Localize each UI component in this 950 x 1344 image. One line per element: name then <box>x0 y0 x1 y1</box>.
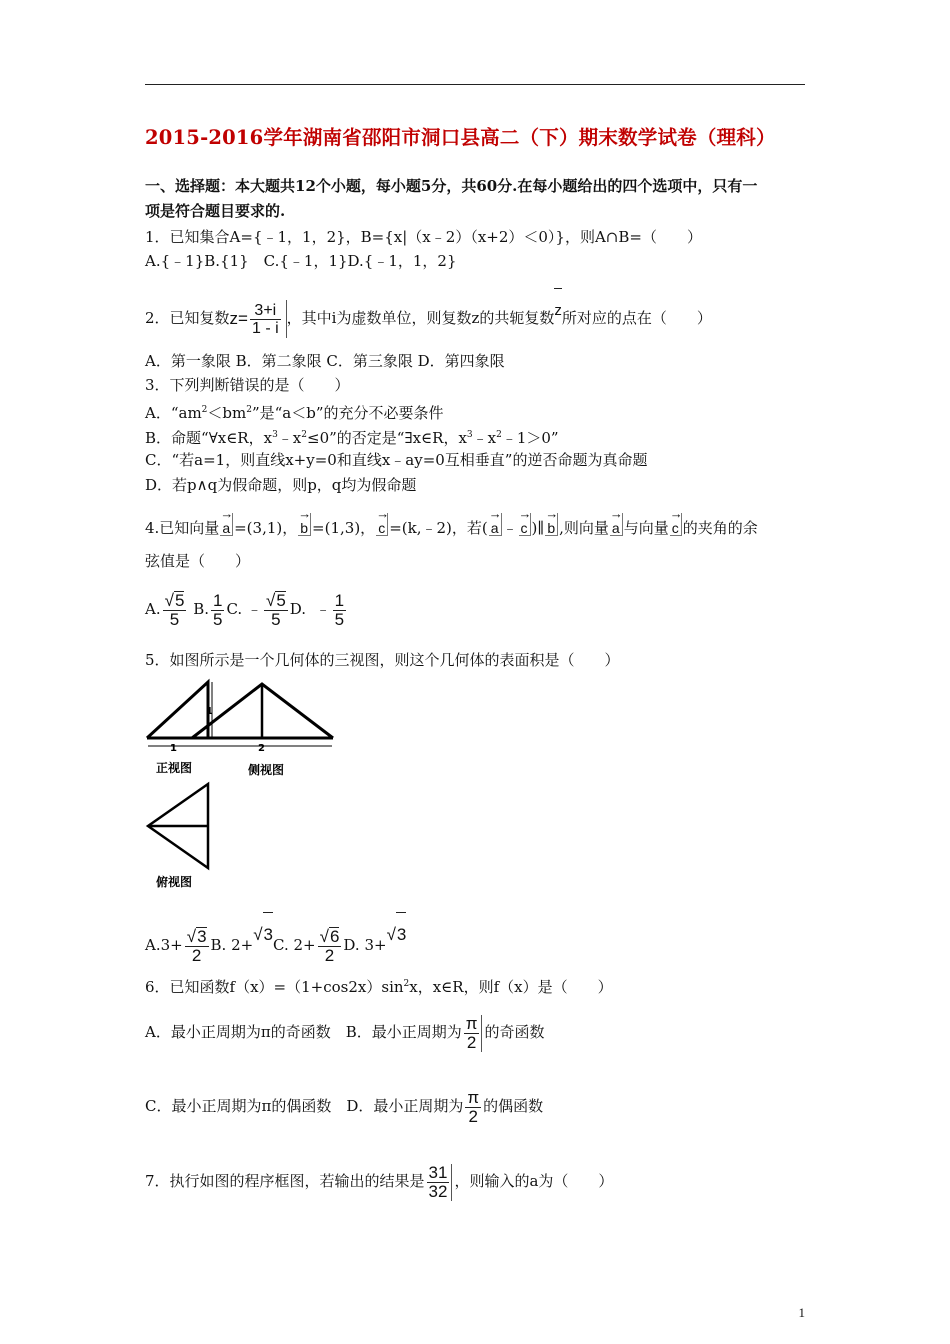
q4-opt-d-den: 5 <box>334 609 345 629</box>
q4-opt-d-num: 1 <box>334 590 345 610</box>
q3-b-part4: ﹣x <box>472 429 497 447</box>
q6-options-ab <box>145 1010 544 1054</box>
q3-a-sup1: 2 <box>201 405 208 415</box>
q6-options-cd <box>145 1084 543 1128</box>
q3-option-c: C．“若a=1，则直线x+y=0和直线x﹣ay=0互相垂直”的逆否命题为真命题 <box>145 451 648 469</box>
q5-opt-a-den: 2 <box>191 946 202 965</box>
q6-pi: π <box>467 1087 480 1107</box>
q2-stem <box>145 292 712 338</box>
q7-fraction <box>427 1164 453 1201</box>
q4-opt-c-frac: $\frac{√5}{5}$ <box>265 591 286 629</box>
q6-two: 2 <box>468 1106 478 1126</box>
q6-two: 2 <box>466 1032 477 1052</box>
q4-opt-d-label: D. <box>289 600 307 618</box>
q3-a-part3: ”是“a＜b”的充分不必要条件 <box>251 404 444 422</box>
q4-p2: =(3,1)， <box>234 519 298 537</box>
q2-options: A．第一象限 B．第二象限 C．第三象限 D．第四象限 <box>145 352 505 370</box>
q4-opt-a-rad: 5 <box>174 591 185 610</box>
q2-frac-den: 1 - i <box>251 320 279 338</box>
vector-a: → a <box>489 513 502 536</box>
q7-stem-part1: 7．执行如图的程序框图，若输出的结果是 <box>145 1172 425 1190</box>
q4-p1: 4.已知向量 <box>145 519 220 537</box>
q7-frac-num: 31 <box>428 1162 448 1182</box>
q6-pi: π <box>465 1013 478 1033</box>
header-rule <box>145 84 805 85</box>
q3-b-part5: ﹣1＞0” <box>501 429 559 447</box>
q6-opt-b-suffix: 的奇函数 <box>484 1023 545 1041</box>
side-view-label: 侧视图 <box>248 763 285 777</box>
page-title: 2015-2016学年湖南省邵阳市洞口县高二（下）期末数学试卷（理科） <box>145 126 776 149</box>
q5-options <box>145 912 406 967</box>
q4-opt-b-num: 1 <box>213 590 223 610</box>
q4-opt-d-frac <box>333 592 346 629</box>
q5-opt-c-den: 2 <box>324 946 335 965</box>
q5-opt-a-pre: A.3+ <box>145 936 183 954</box>
q4-opt-b-frac <box>211 592 224 629</box>
q3-b-sup1: 3 <box>272 430 278 440</box>
q2-frac-num: 3+i <box>250 302 281 320</box>
q1-options: A.{﹣1}B.{1} C.{﹣1，1}D.{﹣1，1，2} <box>145 252 457 270</box>
q3-option-a <box>145 400 444 423</box>
q4-p8: 的夹角的余 <box>682 519 758 537</box>
q5-opt-c-frac: $\frac{√6}{2}$ <box>319 927 340 965</box>
q3-option-d: D．若p∧q为假命题，则p，q均为假命题 <box>145 476 417 494</box>
q2-prefix: 2．已知复数 <box>145 309 230 327</box>
q4-opt-b-label: B. <box>193 600 209 618</box>
top-view-label: 俯视图 <box>156 875 193 889</box>
dim-height-label: 1 <box>206 706 213 717</box>
q1-stem: 1．已知集合A={﹣1，1，2}，B={x|（x﹣2）（x+2）＜0）}，则A∩B=（ ） <box>145 228 702 246</box>
q4-opt-c-den: 5 <box>271 610 281 629</box>
q5-opt-b-rad: 3 <box>263 912 273 957</box>
q2-fraction <box>250 302 281 337</box>
q5-opt-d-rad: 3 <box>396 912 406 957</box>
q6-opt-cd-text: C．最小正周期为π的偶函数 D．最小正周期为 <box>145 1097 464 1115</box>
vector-c: → c <box>670 513 682 536</box>
q4-opt-a-label: A. <box>145 600 161 618</box>
q3-b-sup2: 2 <box>301 430 307 440</box>
q5-opt-a-rad: 3 <box>197 927 207 946</box>
dim-front-width-label: 1 <box>170 743 177 754</box>
q6-opt-ab-text: A．最小正周期为π的奇函数 B．最小正周期为 <box>145 1023 462 1041</box>
section-heading-line1: 一、选择题：本大题共12个小题，每小题5分，共60分.在每小题给出的四个选项中，只有一 <box>145 177 758 195</box>
q4-minus: ﹣ <box>502 519 518 537</box>
section-heading-line2: 项是符合题目要求的. <box>145 202 286 220</box>
q3-b-part2: ﹣x <box>277 429 302 447</box>
q5-opt-b-sqrt: √3 <box>253 925 273 944</box>
q5-opt-d-pre: D. 3+ <box>343 936 387 954</box>
q6-opt-d-suffix: 的偶函数 <box>483 1097 544 1115</box>
q5-opt-d-sqrt: √3 <box>387 925 407 944</box>
q4-stem <box>145 513 758 540</box>
q3-b-sup3: 3 <box>466 430 473 440</box>
q4-opt-b-den: 5 <box>213 609 223 629</box>
side-view <box>192 684 333 777</box>
q2-equation <box>230 300 287 338</box>
q3-a-part1: A．“am <box>145 404 202 422</box>
vector-c: → c <box>376 513 388 536</box>
q6-stem-part1: 6．已知函数f（x）=（1+cos2x）sin <box>145 978 404 996</box>
vector-b: → b <box>545 513 558 536</box>
page-number: 1 <box>798 1305 805 1320</box>
q6-pi-over-2-frac <box>465 1089 481 1126</box>
q6-pi-over-2-frac <box>464 1015 483 1052</box>
q4-p6: ,则向量 <box>559 519 609 537</box>
q4-opt-a-frac: $\frac{√5}{5}$ <box>164 591 185 629</box>
q4-p3: =(1,3)， <box>312 519 376 537</box>
q7-frac-den: 32 <box>428 1181 448 1201</box>
q3-b-part1: B．命题“∀x∈R，x <box>145 429 273 447</box>
dim-side-width-label: 2 <box>258 743 265 754</box>
vector-a: → a <box>610 513 623 536</box>
q3-stem: 3．下列判断错误的是（ ） <box>145 376 350 394</box>
q5-opt-b-pre: B. 2+ <box>210 936 254 954</box>
q2-suffix: 所对应的点在（ ） <box>561 309 712 327</box>
q4-p5: )∥ <box>531 519 545 537</box>
q6-stem-part2: x，x∈R，则f（x）是（ ） <box>409 978 613 996</box>
q5-stem: 5．如图所示是一个几何体的三视图，则这个几何体的表面积是（ ） <box>145 651 620 669</box>
q5-opt-a-frac: $\frac{√3}{2}$ <box>186 927 207 965</box>
q5-opt-c-pre: C. 2+ <box>273 936 316 954</box>
q4-p7: 与向量 <box>623 519 669 537</box>
q4-options <box>145 588 348 630</box>
top-view <box>148 784 208 889</box>
vector-a: → a <box>220 513 233 536</box>
q3-a-sup2: 2 <box>246 405 252 415</box>
front-view-label: 正视图 <box>156 761 193 775</box>
q4-opt-a-den: 5 <box>169 610 180 629</box>
q2-zbar: z <box>554 292 562 330</box>
q4-opt-c-label: C. <box>226 600 243 618</box>
q6-stem-sup: 2 <box>403 979 410 989</box>
q3-option-b <box>145 425 559 448</box>
q5-opt-c-rad: 6 <box>329 927 340 946</box>
vector-c: → c <box>519 513 531 536</box>
q7-stem <box>145 1159 613 1203</box>
q2-middle: ，其中i为虚数单位，则复数z的共轭复数 <box>286 309 555 327</box>
vector-b: → b <box>298 513 311 536</box>
q3-b-part3: ≤0”的否定是“∃x∈R，x <box>307 429 467 447</box>
q4-line2: 弦值是（ ） <box>145 552 251 570</box>
q7-stem-part2: ，则输入的a为（ ） <box>454 1172 614 1190</box>
three-view-figure <box>140 676 340 891</box>
q4-opt-c-neg: ﹣ <box>246 600 262 618</box>
q6-stem <box>145 974 613 997</box>
q3-b-sup4: 2 <box>496 430 502 440</box>
q4-p4: =(k,﹣2)，若( <box>389 519 488 537</box>
q4-opt-d-neg: ﹣ <box>315 600 331 618</box>
q4-opt-c-rad: 5 <box>276 591 286 610</box>
q3-a-part2: ＜bm <box>207 404 247 422</box>
q2-z-eq: z= <box>229 309 248 328</box>
